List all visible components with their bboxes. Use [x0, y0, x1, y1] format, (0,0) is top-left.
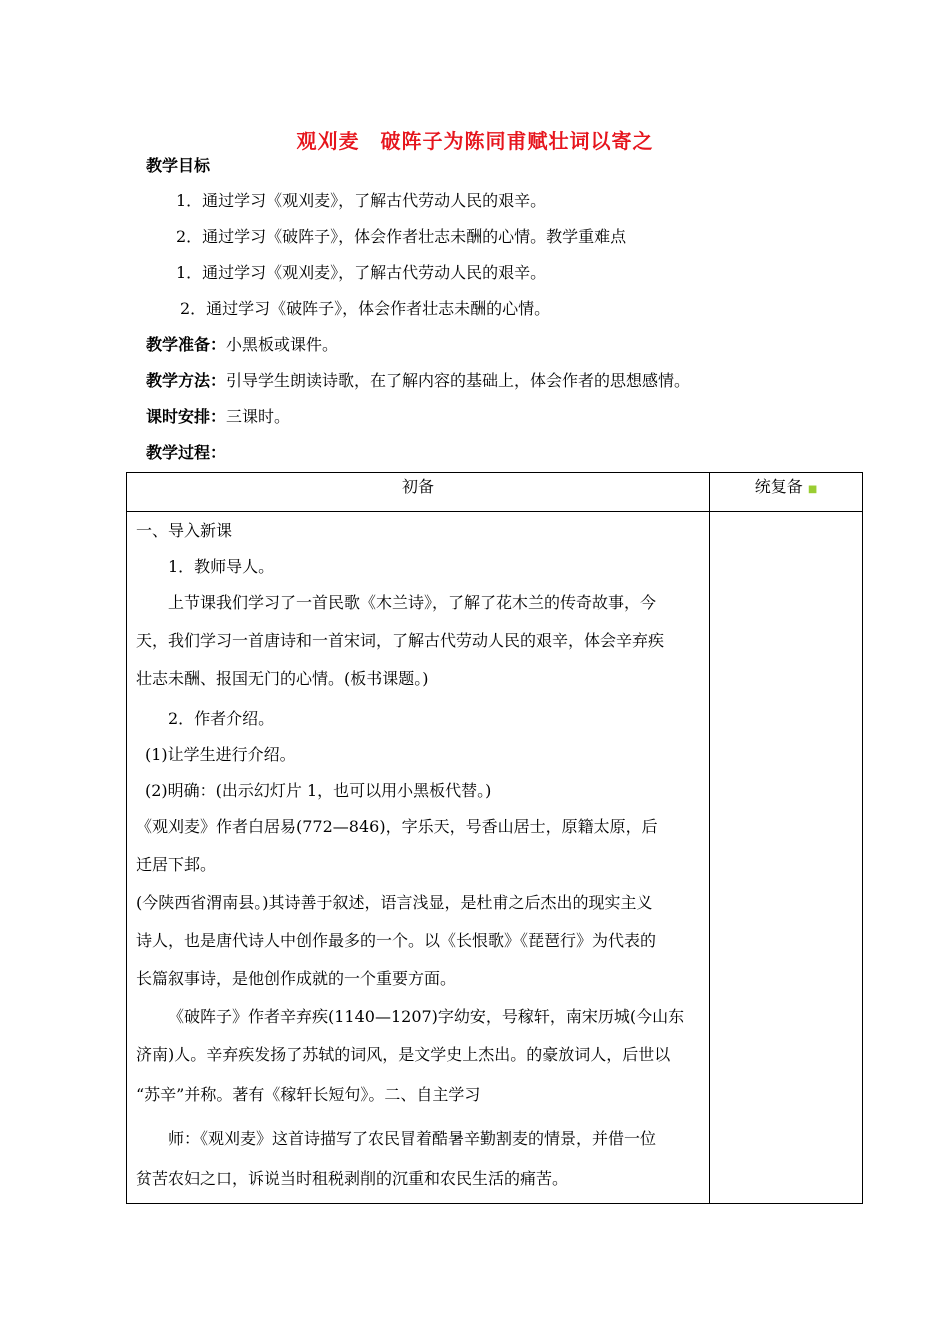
- body-line: 上节课我们学习了一首民歌《木兰诗》，了解了花木兰的传奇故事，今: [168, 593, 657, 612]
- body-line: 《破阵子》作者辛弃疾(1140—1207)字幼安，号稼轩，南宋历城(今山东: [168, 1007, 685, 1026]
- lesson-table: [126, 472, 863, 1204]
- process-heading: 教学过程：: [146, 443, 227, 462]
- body-line: 贫苦农妇之口，诉说当时租税剥削的沉重和农民生活的痛苦。: [136, 1169, 569, 1188]
- body-line: (今陕西省渭南县。)其诗善于叙述，语言浅显，是杜甫之后杰出的现实主义: [136, 893, 653, 912]
- document-title: 观刈麦 破阵子为陈同甫赋壮词以寄之: [296, 129, 654, 153]
- body-line: (1)让学生进行介绍。: [145, 745, 296, 764]
- key-point-item-1: 1．通过学习《观刈麦》，了解古代劳动人民的艰辛。: [176, 263, 547, 282]
- review-cell: [710, 512, 863, 1204]
- initial-prep-cell: [127, 512, 710, 1204]
- prep-label: 教学准备：: [146, 335, 227, 354]
- column-header-review: [710, 473, 863, 512]
- method-value: 引导学生朗读诗歌，在了解内容的基础上，体会作者的思想感情。: [226, 371, 691, 390]
- prep-value: 小黑板或课件。: [226, 335, 339, 354]
- objectives-heading: 教学目标: [146, 156, 211, 175]
- prep-line: [146, 332, 338, 355]
- marker-dot: ■: [807, 484, 818, 495]
- method-label: 教学方法：: [146, 371, 227, 390]
- objective-item-1: 1．通过学习《观刈麦》，了解古代劳动人民的艰辛。: [176, 191, 547, 210]
- body-line: 《观刈麦》作者白居易(772—846)，字乐天，号香山居士，原籍太原，后: [136, 817, 658, 836]
- objective-item-2: 2．通过学习《破阵子》，体会作者壮志未酬的心情。教学重难点: [176, 227, 627, 246]
- body-line: 2．作者介绍。: [168, 709, 275, 728]
- body-line: 壮志未酬、报国无门的心情。(板书课题。): [136, 669, 429, 688]
- schedule-line: [146, 404, 290, 427]
- method-line: [146, 368, 690, 391]
- column-header-initial-label: 初备: [401, 477, 434, 496]
- body-line: (2)明确：(出示幻灯片 1，也可以用小黑板代替。): [145, 781, 492, 800]
- column-header-initial: [127, 473, 710, 512]
- body-line: 迁居下邽。: [136, 855, 217, 874]
- body-line: 济南)人。辛弃疾发扬了苏轼的词风，是文学史上杰出。的豪放词人，后世以: [136, 1045, 671, 1064]
- key-point-item-2: 2．通过学习《破阵子》，体会作者壮志未酬的心情。: [180, 299, 551, 318]
- body-line: 师：《观刈麦》这首诗描写了农民冒着酷暑辛勤割麦的情景，并借一位: [168, 1129, 657, 1148]
- body-line: “苏辛”并称。著有《稼轩长短句》。二、自主学习: [136, 1085, 481, 1104]
- column-header-review-label: 统复备: [754, 477, 803, 496]
- body-line: 长篇叙事诗，是他创作成就的一个重要方面。: [136, 969, 457, 988]
- body-line: 天，我们学习一首唐诗和一首宋词，了解古代劳动人民的艰辛，体会辛弃疾: [136, 631, 665, 650]
- body-line: 1．教师导人。: [168, 557, 275, 576]
- schedule-label: 课时安排：: [146, 407, 227, 426]
- body-line: 诗人，也是唐代诗人中创作最多的一个。以《长恨歌》《琵琶行》为代表的: [136, 931, 657, 950]
- schedule-value: 三课时。: [226, 407, 291, 426]
- body-line: 一、导入新课: [136, 521, 233, 540]
